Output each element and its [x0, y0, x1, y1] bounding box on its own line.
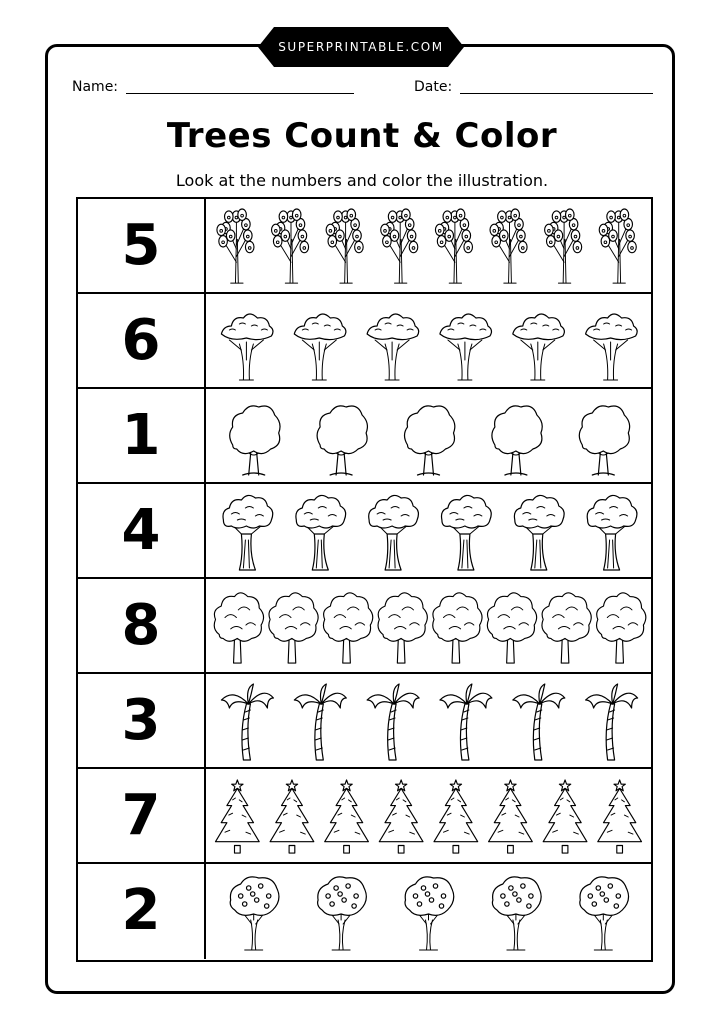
table-row: [78, 484, 651, 579]
tree-illustrations[interactable]: [210, 775, 647, 857]
instruction-text: Look at the numbers and color the illustration.: [175, 171, 549, 190]
table-row: [78, 864, 651, 959]
round-tree-icon[interactable]: [597, 593, 646, 663]
tree-illustrations[interactable]: [210, 585, 647, 667]
acacia-tree-icon[interactable]: [221, 314, 273, 380]
pine-tree-icon[interactable]: [216, 780, 260, 853]
round-tree-icon[interactable]: [214, 593, 263, 663]
acacia-tree-icon[interactable]: [586, 314, 638, 380]
palm-tree-icon[interactable]: [367, 684, 419, 760]
round-tree-icon[interactable]: [487, 593, 536, 663]
count-number: 4: [78, 484, 206, 579]
acacia-tree-icon[interactable]: [367, 314, 419, 380]
bushy-tree-icon[interactable]: [579, 406, 629, 475]
count-number: 2: [78, 864, 206, 959]
oak-tree-icon[interactable]: [296, 495, 346, 570]
palm-tree-icon[interactable]: [221, 684, 273, 760]
pine-tree-icon[interactable]: [325, 780, 369, 853]
table-row: [78, 199, 651, 294]
oak-tree-icon[interactable]: [587, 495, 637, 570]
count-number: 3: [78, 674, 206, 769]
count-number: 8: [78, 579, 206, 674]
count-number: 1: [78, 389, 206, 484]
leafy-sapling-icon[interactable]: [272, 209, 309, 283]
round-tree-icon[interactable]: [378, 593, 427, 663]
palm-tree-icon[interactable]: [586, 684, 638, 760]
table-row: [78, 769, 651, 864]
fruit-tree-icon[interactable]: [405, 877, 454, 950]
bushy-tree-icon[interactable]: [405, 406, 455, 475]
leafy-sapling-icon[interactable]: [490, 209, 527, 283]
count-number: 5: [78, 199, 206, 294]
tree-illustrations[interactable]: [210, 490, 647, 572]
counting-table: [76, 197, 653, 962]
leafy-sapling-icon[interactable]: [381, 209, 418, 283]
table-row: [78, 579, 651, 674]
fruit-tree-icon[interactable]: [580, 877, 629, 950]
tree-illustrations[interactable]: [210, 395, 647, 477]
pine-tree-icon[interactable]: [598, 780, 642, 853]
page-title: Trees Count & Color: [166, 116, 558, 156]
count-number: 6: [78, 294, 206, 389]
pine-tree-icon[interactable]: [489, 780, 533, 853]
bushy-tree-icon[interactable]: [230, 406, 280, 475]
round-tree-icon[interactable]: [542, 593, 591, 663]
leafy-sapling-icon[interactable]: [217, 209, 254, 283]
acacia-tree-icon[interactable]: [513, 314, 565, 380]
tree-illustrations[interactable]: [210, 870, 647, 952]
brand-text: SUPERPRINTABLE.COM: [278, 40, 444, 54]
acacia-tree-icon[interactable]: [440, 314, 492, 380]
tree-illustrations[interactable]: [210, 300, 647, 382]
round-tree-icon[interactable]: [433, 593, 482, 663]
round-tree-icon[interactable]: [269, 593, 318, 663]
table-row: [78, 674, 651, 769]
brand-badge: [258, 27, 464, 67]
acacia-tree-icon[interactable]: [294, 314, 346, 380]
oak-tree-icon[interactable]: [442, 495, 492, 570]
name-label: Name:: [72, 79, 119, 95]
oak-tree-icon[interactable]: [514, 495, 564, 570]
leafy-sapling-icon[interactable]: [545, 209, 582, 283]
bushy-tree-icon[interactable]: [492, 406, 542, 475]
pine-tree-icon[interactable]: [379, 780, 423, 853]
leafy-sapling-icon[interactable]: [326, 209, 363, 283]
fruit-tree-icon[interactable]: [318, 877, 367, 950]
date-line[interactable]: [460, 93, 653, 94]
palm-tree-icon[interactable]: [294, 684, 346, 760]
pine-tree-icon[interactable]: [434, 780, 478, 853]
leafy-sapling-icon[interactable]: [435, 209, 472, 283]
fruit-tree-icon[interactable]: [230, 877, 279, 950]
oak-tree-icon[interactable]: [369, 495, 419, 570]
palm-tree-icon[interactable]: [513, 684, 565, 760]
oak-tree-icon[interactable]: [223, 495, 273, 570]
bushy-tree-icon[interactable]: [317, 406, 367, 475]
pine-tree-icon[interactable]: [270, 780, 314, 853]
palm-tree-icon[interactable]: [440, 684, 492, 760]
tree-illustrations[interactable]: [210, 680, 647, 762]
tree-illustrations[interactable]: [210, 205, 647, 287]
pine-tree-icon[interactable]: [543, 780, 587, 853]
table-row: [78, 389, 651, 484]
name-line[interactable]: [126, 93, 354, 94]
date-label: Date:: [414, 79, 453, 95]
round-tree-icon[interactable]: [323, 593, 372, 663]
fruit-tree-icon[interactable]: [492, 877, 541, 950]
leafy-sapling-icon[interactable]: [599, 209, 636, 283]
table-row: [78, 294, 651, 389]
count-number: 7: [78, 769, 206, 864]
